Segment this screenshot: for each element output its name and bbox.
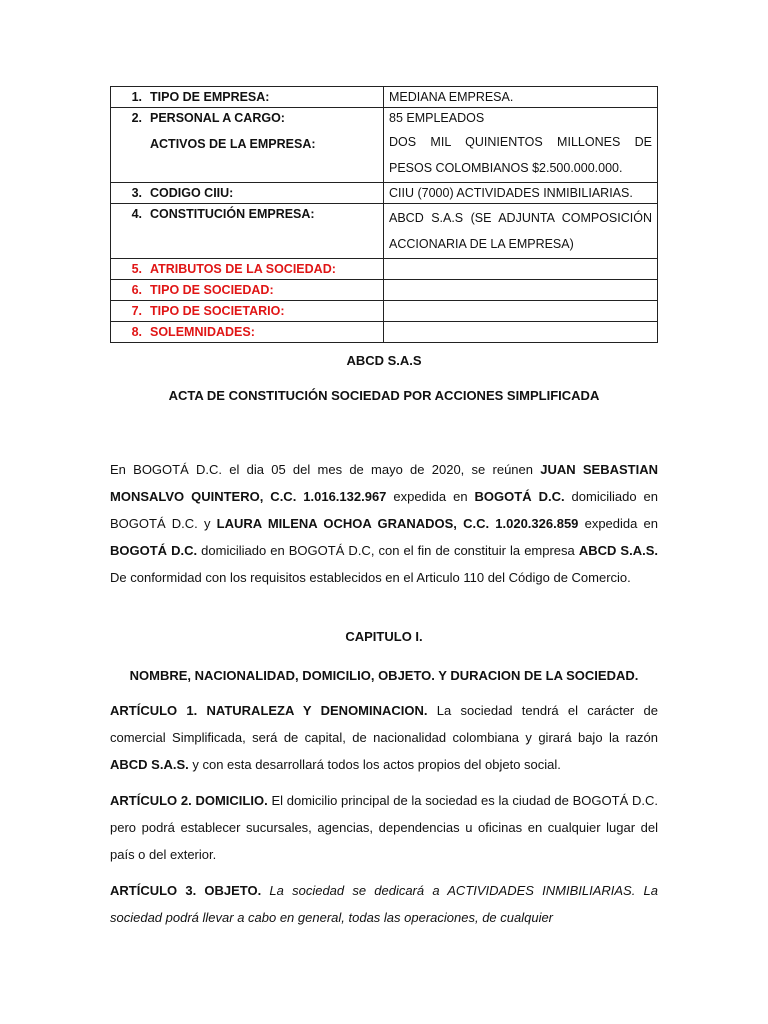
row-label: ATRIBUTOS DE LA SOCIEDAD: xyxy=(150,262,336,276)
row-number: 2. xyxy=(131,111,142,125)
table-row xyxy=(111,108,658,183)
row-value xyxy=(384,280,658,301)
row-label: TIPO DE SOCIEDAD: xyxy=(150,283,274,297)
chapter-title: NOMBRE, NACIONALIDAD, DOMICILIO, OBJETO. Y DURACION DE LA SOCIEDAD. xyxy=(129,668,639,683)
row-number: 7. xyxy=(131,304,142,318)
row-number: 6. xyxy=(131,283,142,297)
row-value-2: DOS MIL QUINIENTOS MILLONES DE PESOS COLOMBIANOS $2.500.000.000. xyxy=(389,135,652,175)
row-number: 1. xyxy=(131,90,142,104)
article-1: ARTÍCULO 1. NATURALEZA Y DENOMINACION. La sociedad tendrá el carácter de comercial Simplificada, será de capital, de nacionalidad colombiana y girará bajo la razón ABCD S.A.S. y con esta desarrollará todos los actos propios del objeto social. xyxy=(110,703,658,772)
row-value: 85 EMPLEADOS xyxy=(389,111,485,125)
row-label: TIPO DE SOCIETARIO: xyxy=(150,304,285,318)
row-value: CIIU (7000) ACTIVIDADES INMIBILIARIAS. xyxy=(384,183,658,204)
row-number: 8. xyxy=(131,325,142,339)
table-row xyxy=(111,301,658,322)
row-label: CODIGO CIIU: xyxy=(150,186,234,200)
table-row xyxy=(111,87,658,108)
table-row xyxy=(111,322,658,343)
row-number: 5. xyxy=(131,262,142,276)
chapter-heading: CAPITULO I. xyxy=(345,629,423,644)
company-name: ABCD S.A.S xyxy=(346,353,422,368)
intro-paragraph: En BOGOTÁ D.C. el dia 05 del mes de mayo de 2020, se reúnen JUAN SEBASTIAN MONSALVO QUINTERO, C.C. 1.016.132.967 expedida en BOGOTÁ D.C. domiciliado en BOGOTÁ D.C. y LAURA MILENA OCHOA GRANADOS, C.C. 1.020.326.859 expedida en BOGOTÁ D.C. domiciliado en BOGOTÁ D.C, con el fin de constituir la empresa ABCD S.A.S. De conformidad con los requisitos establecidos en el Articulo 110 del Código de Comercio. xyxy=(110,462,659,585)
row-label: TIPO DE EMPRESA: xyxy=(150,90,270,104)
row-value xyxy=(384,301,658,322)
row-number: 3. xyxy=(131,186,142,200)
article-2: ARTÍCULO 2. DOMICILIO. El domicilio principal de la sociedad es la ciudad de BOGOTÁ D.C. pero podrá establecer sucursales, agencias, dependencias u oficinas en cualquier lugar del país o del exterior. xyxy=(110,793,658,862)
table-row xyxy=(111,183,658,204)
row-number: 4. xyxy=(131,207,142,221)
row-value xyxy=(384,322,658,343)
row-sublabel: ACTIVOS DE LA EMPRESA: xyxy=(150,137,316,151)
row-value: MEDIANA EMPRESA. xyxy=(384,87,658,108)
row-label: CONSTITUCIÓN EMPRESA: xyxy=(150,207,315,221)
row-value xyxy=(384,259,658,280)
row-label: SOLEMNIDADES: xyxy=(150,325,255,339)
company-info-table xyxy=(110,86,658,343)
table-row xyxy=(111,204,658,259)
article-3: ARTÍCULO 3. OBJETO. La sociedad se dedicará a ACTIVIDADES INMIBILIARIAS. La sociedad podrá llevar a cabo en general, todas las operaciones, de cualquier xyxy=(110,883,658,925)
document-title: ACTA DE CONSTITUCIÓN SOCIEDAD POR ACCIONES SIMPLIFICADA xyxy=(168,388,600,403)
article-heading: ARTÍCULO 1. NATURALEZA Y DENOMINACION. xyxy=(110,703,428,718)
row-value: ABCD S.A.S (SE ADJUNTA COMPOSICIÓN ACCIONARIA DE LA EMPRESA) xyxy=(384,204,658,259)
table-row xyxy=(111,280,658,301)
table-row xyxy=(111,259,658,280)
article-heading: ARTÍCULO 2. DOMICILIO. xyxy=(110,793,268,808)
article-heading: ARTÍCULO 3. OBJETO. xyxy=(110,883,262,898)
row-label: PERSONAL A CARGO: xyxy=(150,111,285,125)
